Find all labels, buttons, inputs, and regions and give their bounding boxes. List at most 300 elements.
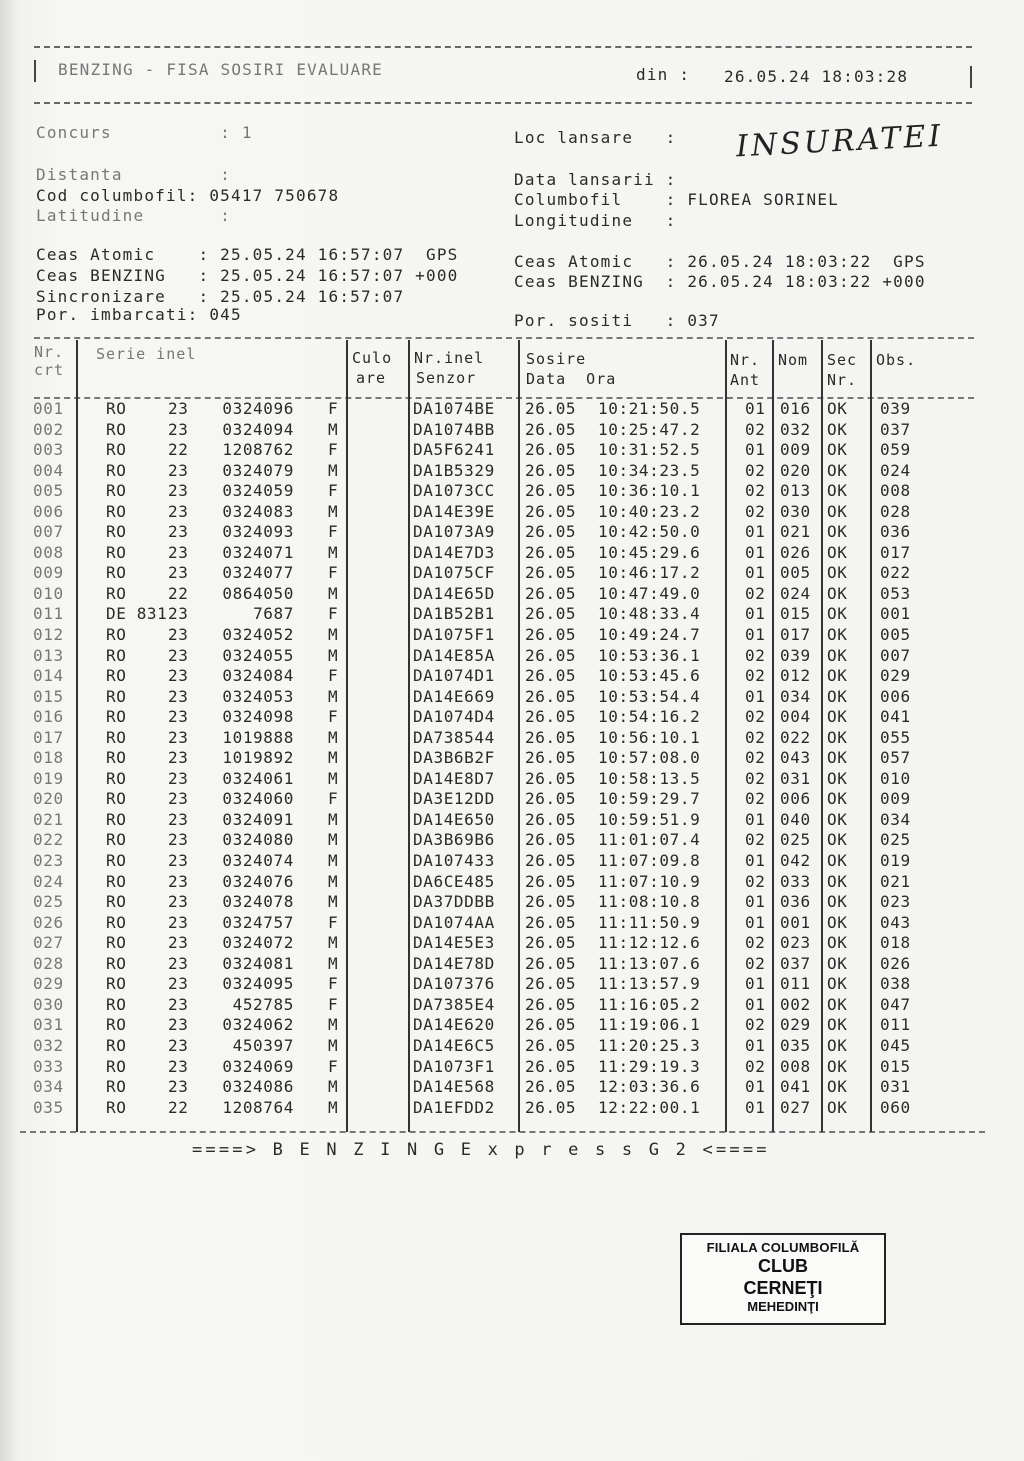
nom-number: 043: [780, 748, 811, 768]
ring-number: 0324062: [222, 1015, 294, 1035]
security-status: OK: [827, 892, 848, 912]
ring-number: 0324055: [222, 645, 294, 665]
arrival-time: 10:36:10.1: [598, 481, 701, 501]
arrival-date: 26.05: [525, 809, 577, 829]
arrival-time: 10:46:17.2: [598, 563, 701, 583]
sensor-id: DA1074BE: [413, 399, 495, 418]
security-status: OK: [827, 974, 848, 994]
nom-number: 001: [780, 912, 811, 932]
pigeon-sex: M: [328, 583, 339, 603]
ring-year: 23: [168, 912, 189, 932]
ring-country: RO: [106, 1097, 127, 1117]
ring-year: 23: [168, 419, 189, 439]
sensor-id: DA1073CC: [413, 481, 495, 501]
security-status: OK: [827, 501, 848, 521]
ring-number: 0324059: [222, 481, 294, 501]
pigeon-sex: F: [328, 481, 339, 501]
ring-year: 23: [168, 563, 189, 583]
sensor-id: DA14E78D: [413, 953, 495, 973]
ring-number: 0324081: [222, 953, 294, 973]
ring-number: 0324080: [222, 830, 294, 850]
nom-number: 009: [780, 440, 811, 460]
ring-number: 0324083: [222, 501, 294, 521]
arrival-date: 26.05: [525, 871, 577, 891]
ring-country: RO: [106, 892, 127, 912]
arrival-date: 26.05: [525, 604, 577, 624]
pigeon-sex: F: [328, 974, 339, 994]
pigeon-sex: M: [328, 1035, 339, 1055]
table-row: [0, 501, 1024, 522]
ring-year: 22: [168, 1097, 189, 1117]
nom-number: 026: [780, 542, 811, 562]
th-culoare-1: Culo: [352, 349, 393, 367]
nom-number: 032: [780, 419, 811, 439]
ring-year: 23: [168, 542, 189, 562]
nom-number: 008: [780, 1056, 811, 1076]
stamp-line-3: CERNEŢI: [743, 1278, 823, 1298]
pigeon-sex: F: [328, 604, 339, 624]
row-number: 035: [33, 1097, 64, 1117]
sensor-id: DA14E650: [413, 809, 495, 829]
security-status: OK: [827, 563, 848, 583]
observation: 057: [880, 748, 911, 768]
arrival-date: 26.05: [525, 625, 577, 645]
pigeon-sex: M: [328, 1015, 339, 1035]
security-status: OK: [827, 399, 848, 418]
sensor-id: DA14E7D3: [413, 542, 495, 562]
ring-year: 23: [168, 953, 189, 973]
row-number: 017: [33, 727, 64, 747]
observation: 009: [880, 789, 911, 809]
table-row: [0, 1056, 1024, 1077]
antenna-number: 02: [745, 768, 766, 788]
observation: 005: [880, 625, 911, 645]
pigeon-sex: M: [328, 892, 339, 912]
arrival-time: 10:59:51.9: [598, 809, 701, 829]
stamp-line-2: CLUB: [758, 1256, 808, 1276]
ring-country: RO: [106, 1077, 127, 1097]
cod-columbofil-field: Cod columbofil: 05417 750678: [36, 186, 340, 205]
ring-year: 23: [168, 748, 189, 768]
sensor-id: DA37DDBB: [413, 892, 495, 912]
th-nr-1: Nr.: [34, 343, 65, 361]
nom-number: 012: [780, 666, 811, 686]
ring-year: 23: [168, 1077, 189, 1097]
arrival-time: 10:45:29.6: [598, 542, 701, 562]
pigeon-sex: M: [328, 953, 339, 973]
pigeon-sex: F: [328, 707, 339, 727]
arrival-date: 26.05: [525, 1097, 577, 1117]
table-row: [0, 994, 1024, 1015]
th-sec-1: Sec: [827, 351, 858, 369]
observation: 025: [880, 830, 911, 850]
columbofil-field: Columbofil : FLOREA SORINEL: [514, 190, 839, 209]
arrival-time: 11:13:57.9: [598, 974, 701, 994]
table-row: [0, 871, 1024, 892]
ring-country: RO: [106, 583, 127, 603]
row-number: 008: [33, 542, 64, 562]
antenna-number: 02: [745, 1056, 766, 1076]
antenna-number: 01: [745, 522, 766, 542]
security-status: OK: [827, 645, 848, 665]
ring-number: 0324079: [222, 460, 294, 480]
sensor-id: DA6CE485: [413, 871, 495, 891]
nom-number: 035: [780, 1035, 811, 1055]
table-row: [0, 460, 1024, 481]
ring-year: 22: [168, 440, 189, 460]
row-number: 016: [33, 707, 64, 727]
ring-country: DE 831: [106, 604, 168, 624]
pigeon-sex: M: [328, 645, 339, 665]
antenna-number: 01: [745, 994, 766, 1014]
antenna-number: 02: [745, 748, 766, 768]
row-number: 028: [33, 953, 64, 973]
nom-number: 023: [780, 933, 811, 953]
antenna-number: 02: [745, 707, 766, 727]
security-status: OK: [827, 1035, 848, 1055]
security-status: OK: [827, 666, 848, 686]
antenna-number: 01: [745, 604, 766, 624]
ring-number: 7687: [253, 604, 294, 624]
arrival-date: 26.05: [525, 399, 577, 418]
nom-number: 024: [780, 583, 811, 603]
ring-country: RO: [106, 953, 127, 973]
observation: 024: [880, 460, 911, 480]
arrival-time: 11:07:09.8: [598, 851, 701, 871]
arrival-time: 11:07:10.9: [598, 871, 701, 891]
ring-number: 452785: [232, 994, 294, 1014]
arrival-time: 10:47:49.0: [598, 583, 701, 603]
security-status: OK: [827, 542, 848, 562]
table-row: [0, 891, 1024, 912]
observation: 018: [880, 933, 911, 953]
antenna-number: 02: [745, 645, 766, 665]
ring-year: 23: [168, 851, 189, 871]
ring-year: 23: [168, 727, 189, 747]
report-date-value: 26.05.24 18:03:28: [724, 67, 909, 86]
report-title: BENZING - FISA SOSIRI EVALUARE: [58, 60, 383, 79]
antenna-number: 01: [745, 892, 766, 912]
arrival-time: 10:57:08.0: [598, 748, 701, 768]
nom-number: 034: [780, 686, 811, 706]
row-number: 013: [33, 645, 64, 665]
observation: 041: [880, 707, 911, 727]
table-row: [0, 850, 1024, 871]
ring-country: RO: [106, 830, 127, 850]
security-status: OK: [827, 419, 848, 439]
security-status: OK: [827, 953, 848, 973]
ring-year: 23: [168, 809, 189, 829]
row-number: 022: [33, 830, 64, 850]
por-imbarcati-field: Por. imbarcati: 045: [36, 305, 242, 324]
table-row: [0, 932, 1024, 953]
security-status: OK: [827, 912, 848, 932]
pigeon-sex: M: [328, 748, 339, 768]
loc-lansare-handwritten: INSURATEI: [735, 118, 945, 165]
table-row: [0, 829, 1024, 850]
row-number: 019: [33, 768, 64, 788]
ring-number: 1208764: [222, 1097, 294, 1117]
pigeon-sex: M: [328, 686, 339, 706]
ring-number: 0324069: [222, 1056, 294, 1076]
th-sosire-2: Data Ora: [526, 370, 617, 388]
por-sositi-field: Por. sositi : 037: [514, 311, 720, 330]
pigeon-sex: M: [328, 871, 339, 891]
ring-year: 23: [168, 768, 189, 788]
security-status: OK: [827, 994, 848, 1014]
sensor-id: DA1073A9: [413, 522, 495, 542]
row-number: 023: [33, 851, 64, 871]
sensor-id: DA1074D4: [413, 707, 495, 727]
antenna-number: 02: [745, 953, 766, 973]
row-number: 011: [33, 604, 64, 624]
arrival-time: 11:01:07.4: [598, 830, 701, 850]
ring-country: RO: [106, 501, 127, 521]
report-date-label: din :: [636, 65, 691, 84]
table-row: [0, 665, 1024, 686]
sensor-id: DA3B6B2F: [413, 748, 495, 768]
arrival-time: 12:03:36.6: [598, 1077, 701, 1097]
nom-number: 015: [780, 604, 811, 624]
pigeon-sex: F: [328, 440, 339, 460]
observation: 021: [880, 871, 911, 891]
ring-number: 0324060: [222, 789, 294, 809]
sensor-id: DA14E5E3: [413, 933, 495, 953]
arrival-date: 26.05: [525, 460, 577, 480]
ring-number: 0324053: [222, 686, 294, 706]
pigeon-sex: M: [328, 419, 339, 439]
observation: 043: [880, 912, 911, 932]
ring-number: 1019892: [222, 748, 294, 768]
arrival-date: 26.05: [525, 851, 577, 871]
table-bottom-rule: [20, 1131, 985, 1133]
nom-number: 027: [780, 1097, 811, 1117]
arrival-date: 26.05: [525, 748, 577, 768]
longitudine-field: Longitudine :: [514, 211, 677, 230]
table-row: [0, 788, 1024, 809]
ring-number: 0324096: [222, 399, 294, 418]
observation: 017: [880, 542, 911, 562]
ring-number: 0324091: [222, 809, 294, 829]
sensor-id: DA3E12DD: [413, 789, 495, 809]
ring-country: RO: [106, 542, 127, 562]
arrival-time: 10:54:16.2: [598, 707, 701, 727]
pigeon-sex: F: [328, 563, 339, 583]
ring-country: RO: [106, 625, 127, 645]
ring-year: 23: [168, 1056, 189, 1076]
sensor-id: DA14E65D: [413, 583, 495, 603]
nom-number: 025: [780, 830, 811, 850]
th-ant-2: Ant: [730, 371, 761, 389]
sensor-id: DA14E6C5: [413, 1035, 495, 1055]
table-row: [0, 953, 1024, 974]
antenna-number: 02: [745, 789, 766, 809]
arrival-time: 11:19:06.1: [598, 1015, 701, 1035]
nom-number: 022: [780, 727, 811, 747]
arrival-time: 10:58:13.5: [598, 768, 701, 788]
th-sec-2: Nr.: [827, 371, 858, 389]
row-number: 021: [33, 809, 64, 829]
row-number: 003: [33, 440, 64, 460]
antenna-number: 01: [745, 1097, 766, 1117]
nom-number: 017: [780, 625, 811, 645]
th-obs: Obs.: [876, 351, 917, 369]
security-status: OK: [827, 625, 848, 645]
table-row: [0, 727, 1024, 748]
sensor-id: DA1075F1: [413, 625, 495, 645]
pigeon-sex: M: [328, 460, 339, 480]
ring-year: 22: [168, 583, 189, 603]
ring-year: 23: [168, 707, 189, 727]
observation: 023: [880, 892, 911, 912]
observation: 008: [880, 481, 911, 501]
arrival-time: 11:11:50.9: [598, 912, 701, 932]
table-row: [0, 1035, 1024, 1056]
nom-number: 021: [780, 522, 811, 542]
row-number: 030: [33, 994, 64, 1014]
arrival-date: 26.05: [525, 440, 577, 460]
nom-number: 004: [780, 707, 811, 727]
ring-number: 1208762: [222, 440, 294, 460]
footer-brand: ====> B E N Z I N G E x p r e s s G 2 <====: [192, 1140, 770, 1160]
row-number: 033: [33, 1056, 64, 1076]
arrival-date: 26.05: [525, 583, 577, 603]
header-right-border: [970, 66, 972, 88]
ring-year: 23: [168, 871, 189, 891]
ring-country: RO: [106, 440, 127, 460]
pigeon-sex: M: [328, 1077, 339, 1097]
table-row: [0, 603, 1024, 624]
observation: 031: [880, 1077, 911, 1097]
arrival-date: 26.05: [525, 768, 577, 788]
table-row: [0, 768, 1024, 789]
observation: 006: [880, 686, 911, 706]
ring-number: 0324094: [222, 419, 294, 439]
pigeon-sex: M: [328, 830, 339, 850]
ring-country: RO: [106, 871, 127, 891]
ring-number: 0324757: [222, 912, 294, 932]
arrival-time: 10:40:23.2: [598, 501, 701, 521]
pigeon-sex: M: [328, 501, 339, 521]
observation: 022: [880, 563, 911, 583]
pigeon-sex: F: [328, 789, 339, 809]
th-sosire-1: Sosire: [526, 350, 587, 368]
th-senzor-2: Senzor: [416, 369, 477, 387]
row-number: 014: [33, 666, 64, 686]
ring-year: 23: [168, 1035, 189, 1055]
ring-number: 0864050: [222, 583, 294, 603]
security-status: OK: [827, 707, 848, 727]
sensor-id: DA1B5329: [413, 460, 495, 480]
ring-year: 23: [168, 1015, 189, 1035]
table-row: [0, 583, 1024, 604]
security-status: OK: [827, 604, 848, 624]
security-status: OK: [827, 748, 848, 768]
ring-year: 23: [168, 481, 189, 501]
ring-country: RO: [106, 768, 127, 788]
arrival-time: 10:56:10.1: [598, 727, 701, 747]
arrival-time: 12:22:00.1: [598, 1097, 701, 1117]
observation: 039: [880, 399, 911, 418]
arrival-date: 26.05: [525, 994, 577, 1014]
ring-number: 0324086: [222, 1077, 294, 1097]
pigeon-sex: M: [328, 1097, 339, 1117]
row-number: 034: [33, 1077, 64, 1097]
ring-number: 0324095: [222, 974, 294, 994]
ceas-benzing-start: Ceas BENZING : 25.05.24 16:57:07 +000: [36, 266, 459, 285]
arrival-time: 10:49:24.7: [598, 625, 701, 645]
arrival-date: 26.05: [525, 1035, 577, 1055]
table-top-rule: [34, 337, 974, 339]
observation: 053: [880, 583, 911, 603]
ceas-atomic-end: Ceas Atomic : 26.05.24 18:03:22 GPS: [514, 252, 926, 271]
antenna-number: 01: [745, 974, 766, 994]
security-status: OK: [827, 686, 848, 706]
table-row: [0, 747, 1024, 768]
nom-number: 011: [780, 974, 811, 994]
security-status: OK: [827, 809, 848, 829]
sensor-id: DA1074BB: [413, 419, 495, 439]
security-status: OK: [827, 1077, 848, 1097]
row-number: 002: [33, 419, 64, 439]
ring-number: 0324071: [222, 542, 294, 562]
table-row: [0, 809, 1024, 830]
sensor-id: DA14E620: [413, 1015, 495, 1035]
arrival-time: 10:53:45.6: [598, 666, 701, 686]
security-status: OK: [827, 1056, 848, 1076]
nom-number: 042: [780, 851, 811, 871]
ring-country: RO: [106, 851, 127, 871]
row-number: 015: [33, 686, 64, 706]
row-number: 018: [33, 748, 64, 768]
observation: 047: [880, 994, 911, 1014]
th-ant-1: Nr.: [730, 351, 761, 369]
security-status: OK: [827, 460, 848, 480]
ring-number: 0324093: [222, 522, 294, 542]
observation: 060: [880, 1097, 911, 1117]
arrival-date: 26.05: [525, 892, 577, 912]
row-number: 009: [33, 563, 64, 583]
observation: 038: [880, 974, 911, 994]
arrival-date: 26.05: [525, 645, 577, 665]
ring-year: 23: [168, 933, 189, 953]
arrival-date: 26.05: [525, 1077, 577, 1097]
sensor-id: DA107376: [413, 974, 495, 994]
arrival-time: 10:53:36.1: [598, 645, 701, 665]
antenna-number: 02: [745, 1015, 766, 1035]
sensor-id: DA1073F1: [413, 1056, 495, 1076]
sensor-id: DA1075CF: [413, 563, 495, 583]
ring-country: RO: [106, 645, 127, 665]
row-number: 025: [33, 892, 64, 912]
ring-country: RO: [106, 481, 127, 501]
sensor-id: DA5F6241: [413, 440, 495, 460]
stamp-line-4: MEHEDINŢI: [747, 1299, 819, 1314]
table-row: [0, 1014, 1024, 1035]
table-row: [0, 624, 1024, 645]
ring-year: 23: [168, 892, 189, 912]
ring-number: 0324074: [222, 851, 294, 871]
sensor-id: DA3B69B6: [413, 830, 495, 850]
header-left-border: [34, 60, 36, 82]
ring-year: 23: [168, 645, 189, 665]
pigeon-sex: F: [328, 399, 339, 418]
antenna-number: 02: [745, 666, 766, 686]
security-status: OK: [827, 440, 848, 460]
loc-lansare-label: Loc lansare :: [514, 128, 677, 147]
pigeon-sex: M: [328, 625, 339, 645]
arrival-time: 10:59:29.7: [598, 789, 701, 809]
